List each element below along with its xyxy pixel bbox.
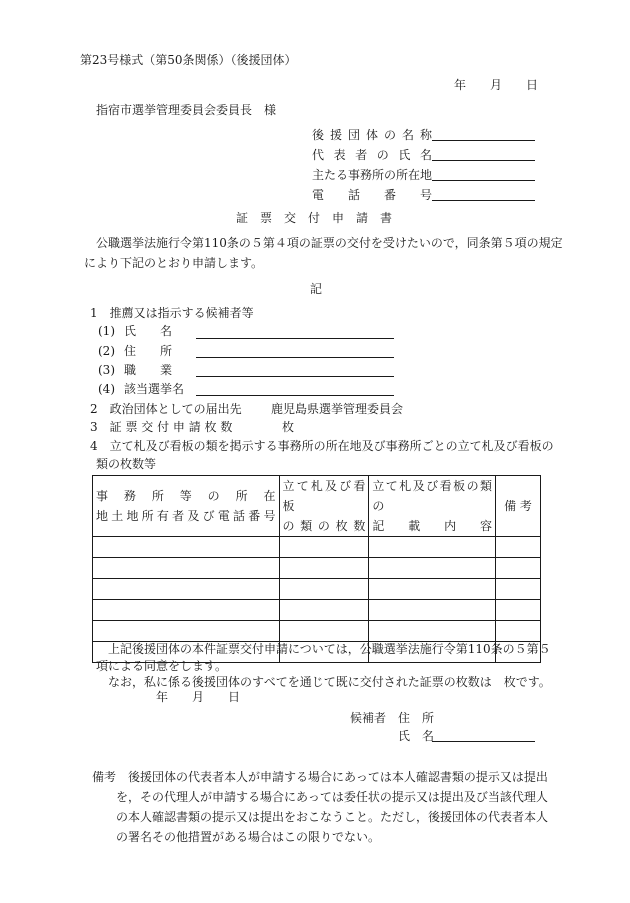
consent-line-1: 上記後援団体の本件証票交付申請については，公職選挙法施行令第110条の５第５ [108,642,551,656]
item1-sub3-label: 職 業 [124,363,173,377]
consent-line-2: 項による同意をします。 [96,659,228,673]
applicant-org-name-label: 後 援 団 体 の 名 称 [312,128,432,142]
intro-line-1: 公職選挙法施行令第110条の５第４項の証票の交付を受けたいので，同条第５項の規定 [96,236,563,250]
ki-label: 記 [310,282,323,296]
addressee: 指宿市選挙管理委員会委員長 様 [96,103,277,117]
form-id: 第23号様式（第50条関係）（後援団体） [80,53,297,67]
remarks-line-4: の署名その他措置がある場合はこの限りでない。 [116,830,381,844]
item1-sub1-label: 氏 名 [124,324,173,338]
applicant-phone-label: 電 話 番 号 [312,188,432,202]
table-cell[interactable] [279,558,369,579]
item1-sub2-label: 住 所 [124,344,173,358]
table-cell[interactable] [93,558,280,579]
item3-value: 枚 [282,420,295,434]
table-row [93,600,541,621]
table-row [93,558,541,579]
candidate-signature-line[interactable] [432,741,535,742]
remarks-label: 備考 [92,770,117,784]
table-header-count: 立て札及び看板 の 類 の 枚 数 [279,476,369,537]
table-cell[interactable] [369,579,496,600]
table-header-remarks: 備 考 [496,476,541,537]
election-name-line[interactable] [196,395,394,396]
item2-value: 鹿児島県選挙管理委員会 [271,402,404,416]
table-cell[interactable] [93,621,280,642]
item3-label: 3 証 票 交 付 申 請 枚 数 [90,420,233,434]
item1-sub2-num: (2) [98,344,115,358]
intro-line-2: により下記のとおり申請します。 [84,256,264,270]
candidate-address-label: 候補者 住 所 [350,711,435,725]
item1-sub1-num: (1) [98,324,115,338]
candidate-occupation-line[interactable] [196,376,394,377]
applicant-rep-name-line[interactable] [432,160,535,161]
table-cell[interactable] [496,600,541,621]
table-header-content: 立て札及び看板の類の 記 載 内 容 [369,476,496,537]
remarks-line-3: の本人確認書類の提示又は提出をおこなうこと。ただし，後援団体の代表者本人 [116,810,549,824]
applicant-rep-name-label: 代 表 者 の 氏 名 [312,148,432,162]
table-cell[interactable] [369,537,496,558]
remarks-line-1: 後援団体の代表者本人が申請する場合にあっては本人確認書類の提示又は提出 [128,770,548,784]
item4-line2: 類の枚数等 [96,457,157,471]
table-header-office: 事 務 所 等 の 所 在 地土地所有者及び電話番号 [93,476,280,537]
table-cell[interactable] [369,558,496,579]
sign-count-table [92,475,541,663]
table-cell[interactable] [279,579,369,600]
date-line: 年 月 日 [454,78,539,92]
remarks-line-2: を，その代理人が申請する場合にあっては委任状の提示又は提出及び当該代理人 [116,790,548,804]
table-cell[interactable] [496,579,541,600]
table-row [93,579,541,600]
table-cell[interactable] [279,621,369,642]
table-cell[interactable] [279,600,369,621]
candidate-name-line[interactable] [196,338,394,339]
table-cell[interactable] [496,537,541,558]
applicant-phone-line[interactable] [432,200,535,201]
applicant-office-address-line[interactable] [432,180,535,181]
item1-heading: 1 推薦又は指示する候補者等 [90,306,254,320]
consent-line-3: なお，私に係る後援団体のすべてを通じて既に交付された証票の枚数は 枚です。 [108,675,551,689]
candidate-name-label: 氏 名 [398,729,435,743]
item1-sub4-num: (4) [98,382,115,396]
table-cell[interactable] [496,558,541,579]
table-cell[interactable] [93,600,280,621]
table-header-row [93,476,541,537]
table-cell[interactable] [279,537,369,558]
document-title: 証 票 交 付 申 請 書 [236,211,393,225]
candidate-address-line[interactable] [196,357,394,358]
item4-line1: 4 立て札及び看板の類を掲示する事務所の所在地及び事務所ごとの立て札及び看板の [90,439,554,453]
table-row [93,621,541,642]
table-cell[interactable] [369,621,496,642]
item1-sub4-label: 該当選挙名 [124,382,185,396]
applicant-office-address-label: 主たる事務所の所在地 [312,168,433,182]
table-cell[interactable] [93,579,280,600]
consent-date: 年 月 日 [156,690,241,704]
table-cell[interactable] [496,621,541,642]
table-row [93,537,541,558]
table-cell[interactable] [93,537,280,558]
table-cell[interactable] [369,600,496,621]
item1-sub3-num: (3) [98,363,115,377]
applicant-org-name-line[interactable] [432,140,535,141]
item2-label: 2 政治団体としての届出先 [90,402,242,416]
